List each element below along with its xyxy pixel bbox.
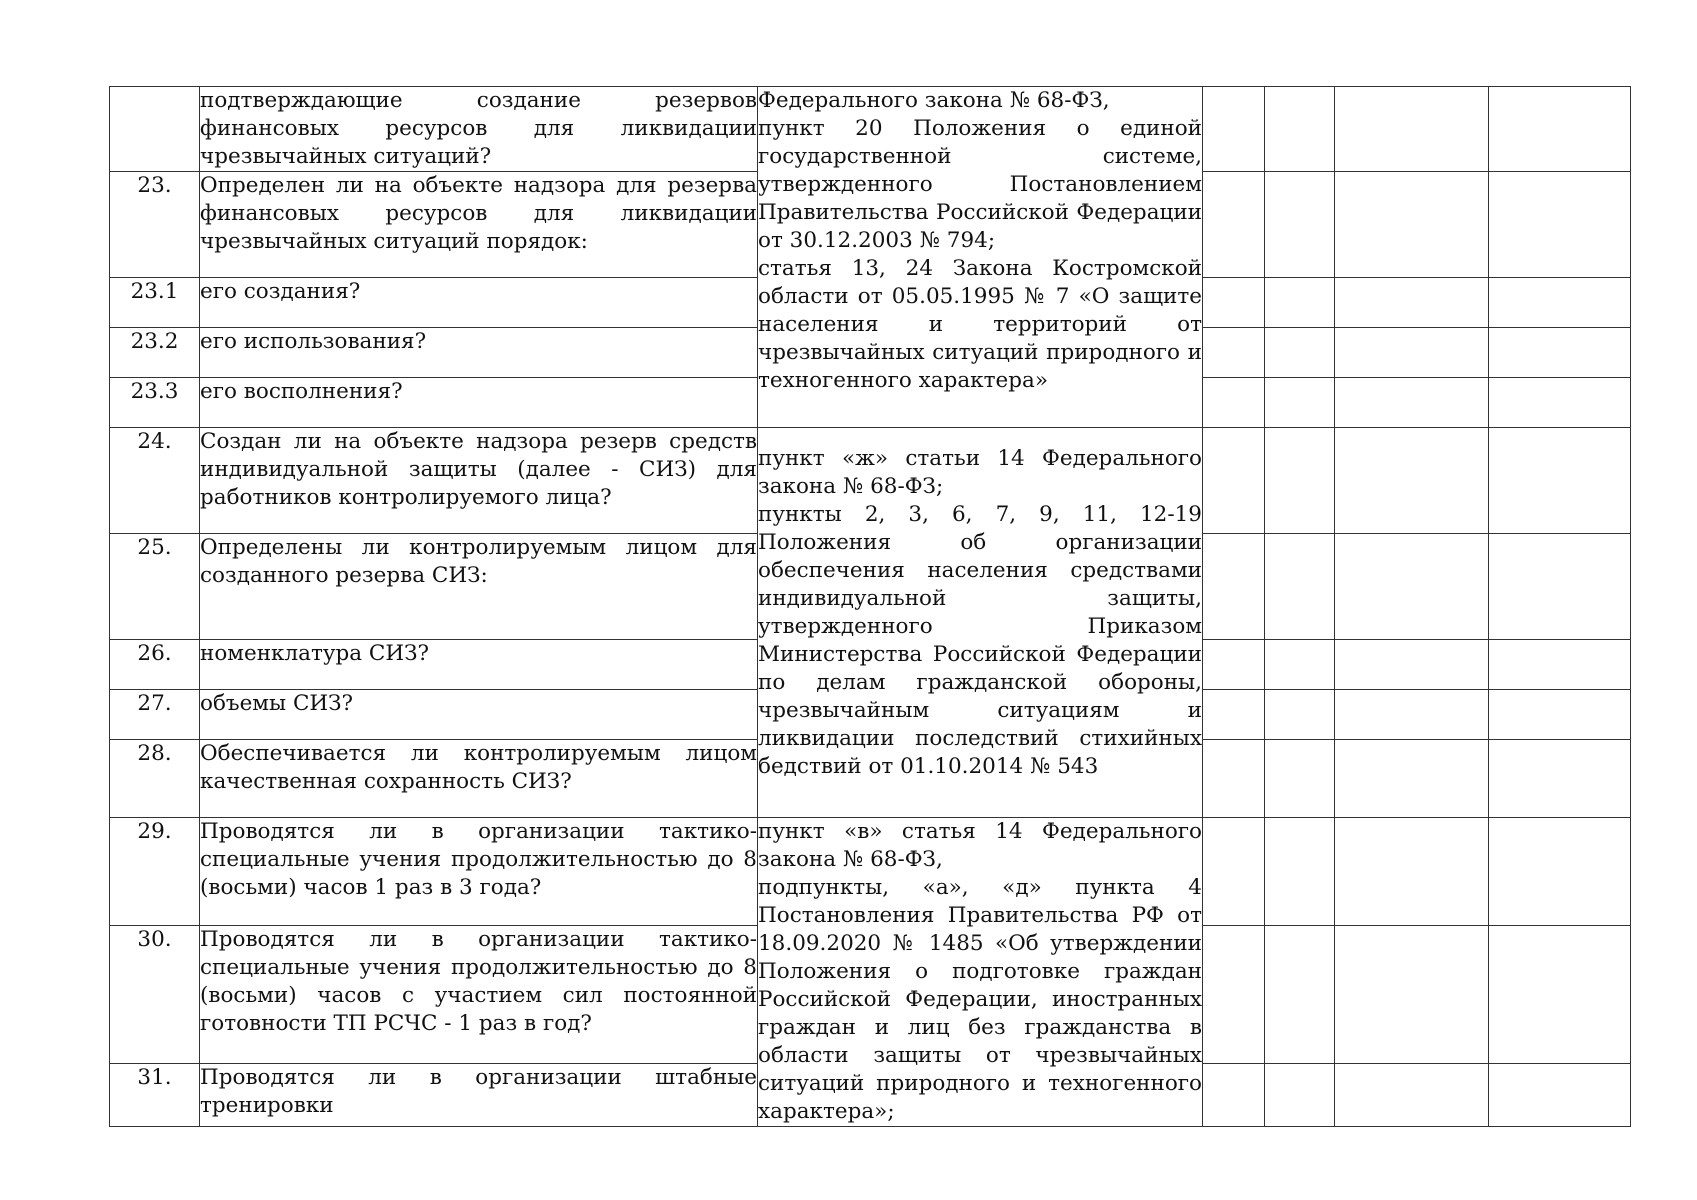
question-text: его использования? [200,328,758,378]
answer-cell-not-applicable[interactable] [1335,534,1489,640]
legal-reference: пункт «ж» статьи 14 Федерального закона № 68-ФЗ; [758,445,1202,499]
table-row [110,428,1631,534]
answer-cell-no[interactable] [1265,740,1335,818]
answer-cell-no[interactable] [1265,534,1335,640]
note-cell[interactable] [1489,278,1631,328]
answer-cell-not-applicable[interactable] [1335,378,1489,428]
item-number: 23.3 [110,378,200,428]
answer-cell-not-applicable[interactable] [1335,428,1489,534]
answer-cell-no[interactable] [1265,428,1335,534]
answer-cell-no[interactable] [1265,818,1335,926]
answer-cell-yes[interactable] [1203,818,1265,926]
question-text: объемы СИЗ? [200,690,758,740]
answer-cell-yes[interactable] [1203,740,1265,818]
checklist-table [109,86,1631,1127]
legal-reference-cell [758,818,1203,1127]
answer-cell-no[interactable] [1265,378,1335,428]
table-row [110,818,1631,926]
answer-cell-yes[interactable] [1203,534,1265,640]
note-cell[interactable] [1489,690,1631,740]
answer-cell-no[interactable] [1265,172,1335,278]
answer-cell-no[interactable] [1265,926,1335,1063]
answer-cell-not-applicable[interactable] [1335,818,1489,926]
answer-cell-not-applicable[interactable] [1335,278,1489,328]
answer-cell-not-applicable[interactable] [1335,172,1489,278]
answer-cell-not-applicable[interactable] [1335,328,1489,378]
item-number: 25. [110,534,200,640]
item-number: 29. [110,818,200,926]
legal-reference: подпункты, «а», «д» пункта 4 Постановления Правительства РФ от 18.09.2020 № 1485 «Об утверждении Положения о подготовке граждан Российской Федерации, иностранных граждан и лиц без гражданства в области защиты от чрезвычайных ситуаций природного и техногенного характера»; [758,875,1202,1124]
answer-cell-no[interactable] [1265,87,1335,172]
answer-cell-yes[interactable] [1203,640,1265,690]
item-number: 23.2 [110,328,200,378]
note-cell[interactable] [1489,640,1631,690]
legal-reference-cell [758,87,1203,428]
legal-reference: статья 13, 24 Закона Костромской области от 05.05.1995 № 7 «О защите населения и территорий от чрезвычайных ситуаций природного и техногенного характера» [758,256,1202,393]
item-number: 27. [110,690,200,740]
answer-cell-yes[interactable] [1203,690,1265,740]
answer-cell-no[interactable] [1265,640,1335,690]
answer-cell-no[interactable] [1265,278,1335,328]
item-number: 23. [110,172,200,278]
answer-cell-yes[interactable] [1203,378,1265,428]
answer-cell-not-applicable[interactable] [1335,1063,1489,1126]
answer-cell-yes[interactable] [1203,1063,1265,1126]
item-number: 30. [110,926,200,1063]
table-row [110,87,1631,172]
question-text: Проводятся ли в организации тактико-специальные учения продолжительностью до 8 (восьми) часов с участием сил постоянной готовности ТП РСЧС - 1 раз в год? [200,926,758,1063]
note-cell[interactable] [1489,818,1631,926]
note-cell[interactable] [1489,1063,1631,1126]
answer-cell-not-applicable[interactable] [1335,740,1489,818]
question-text: Определен ли на объекте надзора для резерва финансовых ресурсов для ликвидации чрезвычайных ситуаций порядок: [200,172,758,278]
note-cell[interactable] [1489,740,1631,818]
note-cell[interactable] [1489,378,1631,428]
answer-cell-yes[interactable] [1203,87,1265,172]
answer-cell-yes[interactable] [1203,926,1265,1063]
legal-reference-cell [758,428,1203,818]
item-number: 28. [110,740,200,818]
answer-cell-yes[interactable] [1203,278,1265,328]
note-cell[interactable] [1489,534,1631,640]
answer-cell-yes[interactable] [1203,328,1265,378]
question-text: Проводятся ли в организации штабные тренировки [200,1063,758,1126]
answer-cell-no[interactable] [1265,690,1335,740]
question-text: Определены ли контролируемым лицом для созданного резерва СИЗ: [200,534,758,640]
answer-cell-no[interactable] [1265,328,1335,378]
note-cell[interactable] [1489,172,1631,278]
question-text: Проводятся ли в организации тактико-специальные учения продолжительностью до 8 (восьми) часов 1 раз в 3 года? [200,818,758,926]
answer-cell-not-applicable[interactable] [1335,690,1489,740]
question-text: подтверждающие создание резервов финансовых ресурсов для ликвидации чрезвычайных ситуаций? [200,87,758,172]
answer-cell-no[interactable] [1265,1063,1335,1126]
answer-cell-not-applicable[interactable] [1335,640,1489,690]
note-cell[interactable] [1489,87,1631,172]
question-text: его создания? [200,278,758,328]
legal-reference: пункт 20 Положения о единой государственной системе, утвержденного Постановлением Правительства Российской Федерации от 30.12.2003 № 794; [758,116,1202,253]
item-number: 24. [110,428,200,534]
item-number [110,87,200,172]
answer-cell-yes[interactable] [1203,428,1265,534]
question-text: Обеспечивается ли контролируемым лицом качественная сохранность СИЗ? [200,740,758,818]
note-cell[interactable] [1489,428,1631,534]
legal-reference: пункт «в» статья 14 Федерального закона № 68-ФЗ, [758,819,1202,872]
question-text: номенклатура СИЗ? [200,640,758,690]
question-text: Создан ли на объекте надзора резерв средств индивидуальной защиты (далее - СИЗ) для работников контролируемого лица? [200,428,758,534]
item-number: 23.1 [110,278,200,328]
answer-cell-not-applicable[interactable] [1335,87,1489,172]
answer-cell-yes[interactable] [1203,172,1265,278]
item-number: 26. [110,640,200,690]
answer-cell-not-applicable[interactable] [1335,926,1489,1063]
note-cell[interactable] [1489,926,1631,1063]
legal-reference: Федерального закона № 68-ФЗ, [758,88,1110,113]
note-cell[interactable] [1489,328,1631,378]
question-text: его восполнения? [200,378,758,428]
legal-reference: пункты 2, 3, 6, 7, 9, 11, 12-19 Положения об организации обеспечения населения средствами индивидуальной защиты, утвержденного Приказом Министерства Российской Федерации по делам гражданской обороны, чрезвычайным ситуациям и ликвидации последствий стихийных бедствий от 01.10.2014 № 543 [758,501,1202,779]
item-number: 31. [110,1063,200,1126]
